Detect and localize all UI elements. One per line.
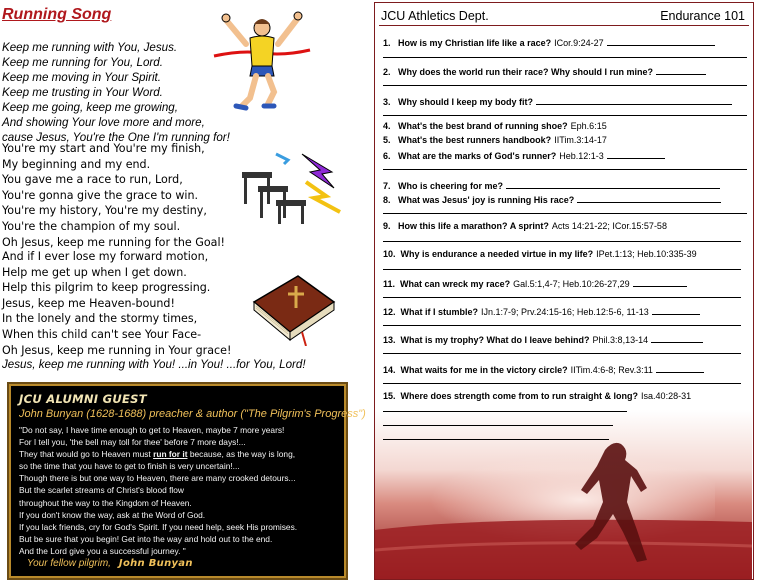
- stanza-line: You're the champion of my soul.: [2, 219, 181, 233]
- question-ref: Phil.3:8,13-14: [592, 335, 649, 345]
- stanza-3: [2, 249, 231, 358]
- stanza-line: Oh Jesus, keep me running for the Goal!: [2, 235, 225, 249]
- question-14: [383, 363, 704, 375]
- question-10: [383, 249, 697, 259]
- worksheet-header: [381, 9, 745, 23]
- question-text: Who is cheering for me?: [398, 181, 504, 191]
- alumni-subtitle: John Bunyan (1628-1688) preacher & author ("The Pilgrim's Progress"): [19, 408, 366, 420]
- stanza-line: And showing Your love more and more,: [2, 116, 205, 129]
- bible-icon: [244, 262, 340, 346]
- answer-blank[interactable]: [652, 305, 700, 315]
- question-number: 15.: [383, 391, 396, 401]
- quote-line-head: They that would go to Heaven must: [19, 449, 151, 460]
- question-6: [383, 149, 665, 161]
- answer-line[interactable]: [383, 115, 747, 116]
- worksheet-panel: [374, 2, 754, 580]
- answer-blank[interactable]: [633, 277, 687, 287]
- question-text: What's the best brand of running shoe?: [398, 121, 568, 131]
- quote-line: so the time that you have to get to finish is very uncertain!...: [19, 461, 240, 472]
- stanza-1: [2, 40, 230, 145]
- stanza-line: cause Jesus, You're the One I'm running for!: [2, 131, 230, 144]
- question-text: What is my trophy? What do I leave behind?: [400, 335, 590, 345]
- question-11: [383, 277, 687, 289]
- closing-line: Jesus, keep me running with You! ...in You! ...for You, Lord!: [2, 358, 306, 371]
- question-number: 4.: [383, 121, 391, 131]
- question-15: [383, 391, 691, 401]
- question-1: [383, 36, 715, 48]
- question-7: [383, 179, 720, 191]
- question-text: What waits for me in the victory circle?: [400, 365, 568, 375]
- question-text: How is my Christian life like a race?: [398, 38, 552, 48]
- answer-line[interactable]: [383, 411, 627, 412]
- stanza-line: Jesus, keep me Heaven-bound!: [2, 296, 175, 310]
- answer-line[interactable]: [383, 353, 741, 354]
- question-text: What was Jesus' joy is running His race?: [398, 195, 575, 205]
- question-text: Why should I keep my body fit?: [398, 97, 534, 107]
- question-ref: Isa.40:28-31: [641, 391, 692, 401]
- question-ref: IITim.4:6-8; Rev.3:11: [570, 365, 653, 375]
- answer-line[interactable]: [383, 241, 741, 242]
- question-8: [383, 193, 721, 205]
- answer-line[interactable]: [383, 297, 741, 298]
- question-text: What are the marks of God's runner?: [398, 151, 557, 161]
- question-ref: IITim.3:14-17: [554, 135, 607, 145]
- question-2: [383, 65, 706, 77]
- stanza-line: Keep me running with You, Jesus.: [2, 41, 178, 54]
- answer-blank[interactable]: [651, 333, 703, 343]
- header-divider: [379, 25, 749, 26]
- answer-blank[interactable]: [506, 179, 720, 189]
- stanza-line: You're gonna give the grace to win.: [2, 188, 199, 202]
- stanza-2: [2, 141, 225, 250]
- answer-blank[interactable]: [577, 193, 721, 203]
- question-text: Where does strength come from to run straight & long?: [400, 391, 639, 401]
- answer-blank[interactable]: [607, 36, 715, 46]
- question-text: Why does the world run their race? Why should I run mine?: [398, 67, 654, 77]
- answer-line[interactable]: [383, 269, 741, 270]
- question-3: [383, 95, 732, 107]
- answer-line[interactable]: [383, 439, 609, 440]
- question-ref: IPet.1:13; Heb.10:335-39: [596, 249, 697, 259]
- question-number: 12.: [383, 307, 396, 317]
- alumni-quote: [19, 424, 341, 557]
- question-13: [383, 333, 703, 345]
- answer-blank[interactable]: [607, 149, 665, 159]
- song-title: Running Song: [2, 6, 112, 23]
- stanza-line: Oh Jesus, keep me running in Your grace!: [2, 343, 232, 357]
- stanza-line: When this child can't see Your Face-: [2, 327, 202, 341]
- finish-line-runner-icon: [212, 6, 312, 114]
- quote-emphasis: run for it: [153, 449, 188, 460]
- hurdles-icon: [236, 148, 344, 228]
- question-number: 5.: [383, 135, 391, 145]
- question-ref: Gal.5:1,4-7; Heb.10:26-27,29: [513, 279, 630, 289]
- question-12: [383, 305, 700, 317]
- question-number: 7.: [383, 181, 391, 191]
- question-number: 6.: [383, 151, 391, 161]
- answer-line[interactable]: [383, 213, 747, 214]
- answer-blank[interactable]: [656, 65, 706, 75]
- stanza-line: Keep me running for You, Lord.: [2, 56, 163, 69]
- stanza-line: Keep me trusting in Your Word.: [2, 86, 163, 99]
- quote-line: "Do not say, I have time enough to get to Heaven, maybe 7 more years!: [19, 425, 285, 435]
- alumni-signature: [27, 558, 193, 569]
- question-text: How this life a marathon? A sprint?: [398, 221, 549, 231]
- answer-blank[interactable]: [656, 363, 704, 373]
- question-number: 14.: [383, 365, 396, 375]
- quote-line: But the scarlet streams of Christ's blood flow: [19, 485, 184, 496]
- quote-line: throughout the way to the Kingdom of Heaven.: [19, 497, 192, 508]
- question-4: [383, 121, 607, 131]
- stanza-line: Help this pilgrim to keep progressing.: [2, 281, 211, 295]
- answer-line[interactable]: [383, 425, 613, 426]
- sign-name: John Bunyan: [118, 558, 193, 569]
- question-ref: ICor.9:24-27: [554, 38, 604, 48]
- stanza-line: You gave me a race to run, Lord,: [2, 173, 183, 187]
- course-label: Endurance 101: [660, 9, 745, 23]
- question-number: 9.: [383, 221, 391, 231]
- answer-line[interactable]: [383, 383, 741, 384]
- alumni-guest-box: [9, 384, 366, 578]
- stanza-line: Keep me going, keep me growing,: [2, 101, 178, 114]
- question-ref: Heb.12:1-3: [559, 151, 604, 161]
- quote-line: But be sure that you begin! Get into the way and hold out to the end.: [19, 533, 273, 544]
- stanza-line: My beginning and my end.: [2, 157, 151, 171]
- question-number: 3.: [383, 97, 391, 107]
- runner-silhouette-icon: [375, 410, 752, 580]
- question-5: [383, 135, 607, 145]
- stanza-line: In the lonely and the stormy times,: [2, 312, 198, 326]
- dept-label: JCU Athletics Dept.: [381, 9, 489, 23]
- stanza-line: And if I ever lose my forward motion,: [2, 250, 209, 263]
- question-number: 13.: [383, 335, 396, 345]
- stanza-line: Keep me moving in Your Spirit.: [2, 71, 161, 84]
- sign-prefix: Your fellow pilgrim,: [27, 558, 111, 569]
- alumni-heading: JCU ALUMNI GUEST: [19, 392, 147, 406]
- question-number: 1.: [383, 38, 391, 48]
- question-number: 11.: [383, 279, 396, 289]
- question-ref: Eph.6:15: [570, 121, 607, 131]
- stanza-line: You're my history, You're my destiny,: [2, 204, 207, 218]
- question-number: 10.: [383, 249, 396, 259]
- answer-line[interactable]: [383, 57, 747, 58]
- answer-line[interactable]: [383, 85, 747, 86]
- quote-line: Though there is but one way to Heaven, there are many crooked detours...: [19, 473, 296, 484]
- quote-line: And the Lord give you a successful journey. ": [19, 545, 186, 556]
- quote-line: [19, 448, 341, 460]
- question-text: What's the best runners handbook?: [398, 135, 552, 145]
- answer-blank[interactable]: [536, 95, 732, 105]
- question-9: [383, 221, 667, 231]
- quote-line-tail: because, as the way is long,: [187, 449, 296, 460]
- question-text: What if I stumble?: [400, 307, 479, 317]
- question-text: Why is endurance a needed virtue in my life?: [400, 249, 594, 259]
- quote-line: If you don't know the way, ask at the Word of God.: [19, 509, 206, 520]
- quote-line: If you lack friends, cry for God's Spirit. If you need help, seek His promises.: [19, 521, 298, 532]
- answer-line[interactable]: [383, 169, 747, 170]
- question-text: What can wreck my race?: [400, 279, 511, 289]
- stanza-line: Help me get up when I get down.: [2, 265, 187, 279]
- answer-line[interactable]: [383, 325, 741, 326]
- question-number: 8.: [383, 195, 391, 205]
- stanza-line: You're my start and You're my finish,: [2, 142, 205, 155]
- question-number: 2.: [383, 67, 391, 77]
- quote-line: For I tell you, 'the bell may toll for thee' before 7 more days!...: [19, 437, 246, 448]
- question-ref: IJn.1:7-9; Prv.24:15-16; Heb.12:5-6, 11-13: [481, 307, 649, 317]
- question-ref: Acts 14:21-22; ICor.15:57-58: [551, 221, 667, 231]
